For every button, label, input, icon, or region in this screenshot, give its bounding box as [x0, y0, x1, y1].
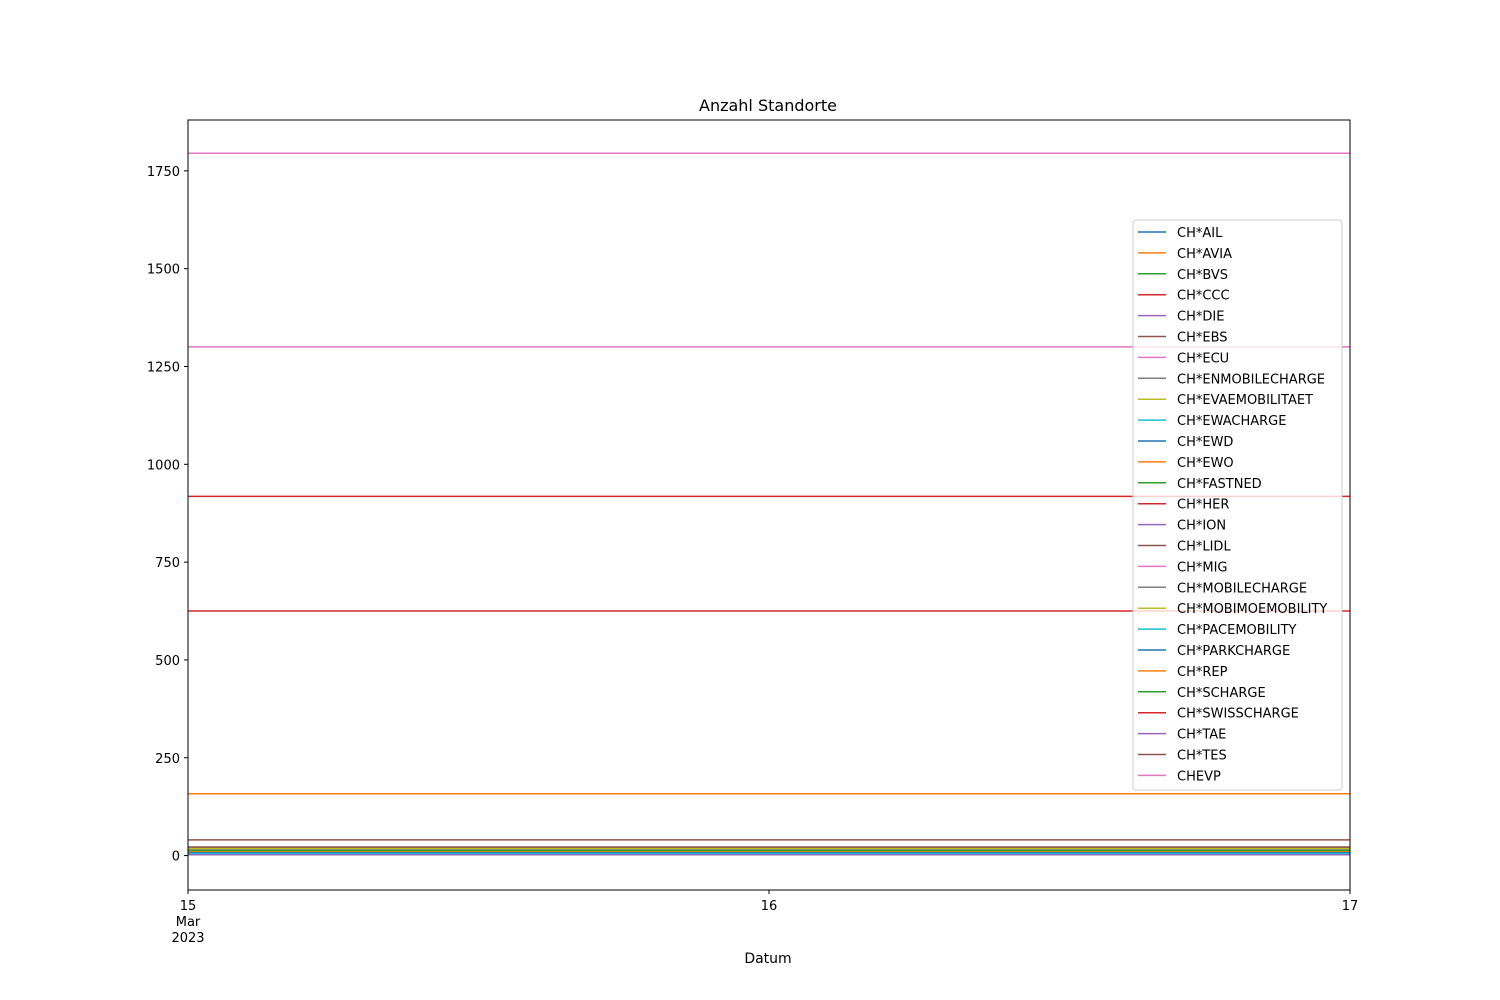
legend-label-18: CH*MOBIMOEMOBILITY	[1177, 602, 1328, 618]
y-tick-label-5: 1250	[146, 360, 180, 376]
x-tick-label-0-1: Mar	[175, 915, 201, 930]
y-tick-label-2: 500	[155, 653, 180, 669]
legend-label-1: CH*AVIA	[1177, 246, 1233, 262]
y-tick-label-7: 1750	[146, 164, 180, 180]
legend-label-3: CH*CCC	[1177, 288, 1230, 304]
chart-title: Anzahl Standorte	[699, 96, 837, 115]
x-tick-label-1-0: 16	[760, 899, 778, 914]
x-tick-label-2-0: 17	[1341, 899, 1359, 914]
legend-label-17: CH*MOBILECHARGE	[1177, 581, 1308, 597]
legend-label-5: CH*EBS	[1177, 330, 1228, 346]
legend-label-20: CH*PARKCHARGE	[1177, 644, 1291, 659]
legend-label-26: CHEVP	[1177, 769, 1221, 785]
y-tick-label-6: 1500	[146, 262, 180, 278]
legend-label-6: CH*ECU	[1177, 351, 1230, 367]
legend-label-16: CH*MIG	[1177, 560, 1228, 576]
legend-label-0: CH*AIL	[1177, 226, 1223, 241]
legend-label-9: CH*EWACHARGE	[1177, 414, 1287, 430]
legend-label-23: CH*SWISSCHARGE	[1177, 706, 1299, 722]
y-tick-label-3: 750	[155, 556, 180, 572]
x-tick-label-0-2: 2023	[171, 931, 205, 946]
legend-label-2: CH*BVS	[1177, 267, 1229, 283]
y-tick-label-4: 1000	[146, 458, 180, 474]
legend-label-12: CH*FASTNED	[1177, 476, 1262, 492]
legend-label-14: CH*ION	[1177, 518, 1227, 534]
legend-label-4: CH*DIE	[1177, 309, 1225, 325]
x-axis-label: Datum	[744, 951, 792, 967]
legend-label-24: CH*TAE	[1177, 727, 1227, 743]
legend-label-19: CH*PACEMOBILITY	[1177, 623, 1297, 639]
legend-label-10: CH*EWD	[1177, 435, 1234, 450]
y-tick-label-0: 0	[171, 849, 180, 865]
legend-label-11: CH*EWO	[1177, 455, 1234, 471]
legend-label-13: CH*HER	[1177, 497, 1230, 513]
legend-label-15: CH*LIDL	[1177, 539, 1231, 555]
legend-box	[1133, 220, 1342, 790]
legend	[1133, 220, 1342, 790]
legend-label-7: CH*ENMOBILECHARGE	[1177, 372, 1326, 388]
legend-label-8: CH*EVAEMOBILITAET	[1177, 393, 1313, 409]
legend-label-25: CH*TES	[1177, 748, 1227, 764]
y-tick-label-1: 250	[155, 751, 180, 767]
legend-label-21: CH*REP	[1177, 664, 1228, 680]
x-tick-label-0-0: 15	[179, 899, 197, 914]
legend-label-22: CH*SCHARGE	[1177, 685, 1266, 701]
